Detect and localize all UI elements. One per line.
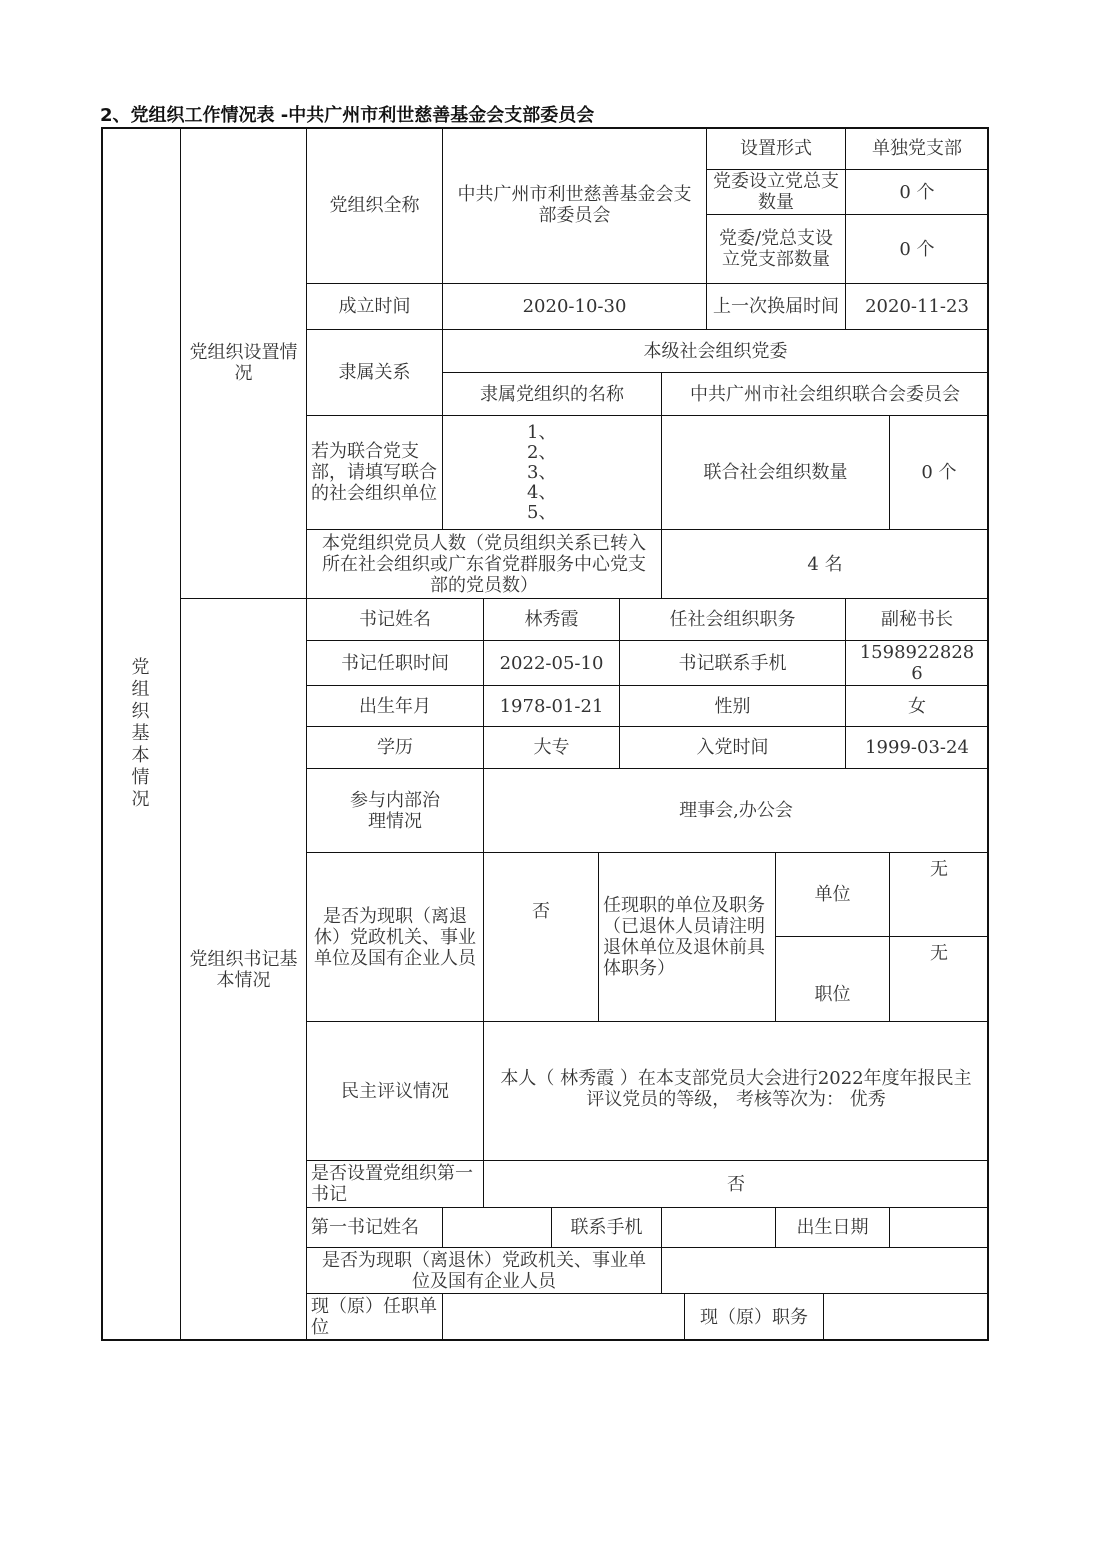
joint-unit-item: 2、 xyxy=(527,441,557,463)
first-unit-label: 现（原）任职单位 xyxy=(307,1294,443,1341)
joint-unit-item: 1、 xyxy=(527,421,557,443)
phone-label: 书记联系手机 xyxy=(620,641,846,686)
official-value: 否 xyxy=(484,853,599,1022)
unit-label: 单位 xyxy=(776,853,890,937)
secretary-name-value: 林秀霞 xyxy=(484,599,620,641)
form-label: 设置形式 xyxy=(707,127,846,170)
org-post-label: 任社会组织职务 xyxy=(620,599,846,641)
page-heading: 2、党组织工作情况表 -中共广州市利世慈善基金会支部委员会 xyxy=(100,105,595,126)
last-election-label: 上一次换届时间 xyxy=(707,284,846,330)
first-unit-value[interactable] xyxy=(443,1294,685,1341)
unit-value: 无 xyxy=(890,853,989,937)
founded-value: 2020-10-30 xyxy=(443,284,707,330)
joint-unit-item: 5、 xyxy=(527,501,557,523)
join-value: 1999-03-24 xyxy=(846,727,989,769)
joint-units-label: 若为联合党支部，请填写联合的社会组织单位 xyxy=(307,416,443,530)
education-value: 大专 xyxy=(484,727,620,769)
official-label: 是否为现职（离退休）党政机关、事业单位及国有企业人员 xyxy=(307,853,484,1022)
org-post-value: 副秘书长 xyxy=(846,599,989,641)
education-label: 学历 xyxy=(307,727,484,769)
governance-label: 参与内部治理情况 xyxy=(307,769,484,853)
general-branch-label: 党委设立党总支数量 xyxy=(707,170,846,215)
members-label: 本党组织党员人数（党员组织关系已转入所在社会组织或广东省党群服务中心党支部的党员数） xyxy=(307,530,662,599)
first-name-value[interactable] xyxy=(443,1208,552,1248)
general-branch-value: 0 个 xyxy=(846,170,989,215)
last-election-value: 2020-11-23 xyxy=(846,284,989,330)
position-value: 无 xyxy=(890,937,989,1022)
section-label: 党组织基本情况 xyxy=(101,127,181,1341)
full-name-label: 党组织全称 xyxy=(307,127,443,284)
full-name-value: 中共广州市利世慈善基金会支部委员会 xyxy=(443,127,707,284)
review-label: 民主评议情况 xyxy=(307,1022,484,1161)
first-phone-value[interactable] xyxy=(662,1208,776,1248)
parent-name-value: 中共广州市社会组织联合会委员会 xyxy=(662,373,989,416)
gender-label: 性别 xyxy=(620,686,846,727)
members-value: 4 名 xyxy=(662,530,989,599)
joint-unit-item: 3、 xyxy=(527,461,557,483)
parent-name-label: 隶属党组织的名称 xyxy=(443,373,662,416)
joint-count-label: 联合社会组织数量 xyxy=(662,416,890,530)
branch-label: 党委/党总支设立党支部数量 xyxy=(707,215,846,284)
branch-value: 0 个 xyxy=(846,215,989,284)
setup-group-label: 党组织设置情况 xyxy=(181,127,307,599)
first-name-label: 第一书记姓名 xyxy=(307,1208,443,1248)
phone-value: 15989228286 xyxy=(846,641,989,686)
first-phone-label: 联系手机 xyxy=(552,1208,662,1248)
birth-value: 1978-01-21 xyxy=(484,686,620,727)
first-secretary-label: 是否设置党组织第一书记 xyxy=(307,1161,484,1208)
current-job-label: 任现职的单位及职务（已退休人员请注明退休单位及退休前具体职务） xyxy=(599,853,776,1022)
tenure-value: 2022-05-10 xyxy=(484,641,620,686)
review-value: 本人（ 林秀霞 ）在本支部党员大会进行2022年度年报民主评议党员的等级， 考核等次为： 优秀 xyxy=(484,1022,989,1161)
gender-value: 女 xyxy=(846,686,989,727)
tenure-label: 书记任职时间 xyxy=(307,641,484,686)
governance-value: 理事会,办公会 xyxy=(484,769,989,853)
affiliation-value: 本级社会组织党委 xyxy=(443,330,989,373)
joint-units-list xyxy=(443,416,662,530)
founded-label: 成立时间 xyxy=(307,284,443,330)
affiliation-label: 隶属关系 xyxy=(307,330,443,416)
first-official-value[interactable] xyxy=(662,1248,989,1294)
join-label: 入党时间 xyxy=(620,727,846,769)
joint-count-value: 0 个 xyxy=(890,416,989,530)
first-secretary-value: 否 xyxy=(484,1161,989,1208)
secretary-name-label: 书记姓名 xyxy=(307,599,484,641)
position-label: 职位 xyxy=(776,937,890,1022)
first-post-value[interactable] xyxy=(824,1294,989,1341)
joint-unit-item: 4、 xyxy=(527,481,557,503)
secretary-group-label: 党组织书记基本情况 xyxy=(181,599,307,1341)
party-organization-form xyxy=(101,127,989,1341)
first-birth-value[interactable] xyxy=(890,1208,989,1248)
birth-label: 出生年月 xyxy=(307,686,484,727)
first-birth-label: 出生日期 xyxy=(776,1208,890,1248)
first-official-label: 是否为现职（离退休）党政机关、事业单位及国有企业人员 xyxy=(307,1248,662,1294)
form-value: 单独党支部 xyxy=(846,127,989,170)
first-post-label: 现（原）职务 xyxy=(685,1294,824,1341)
